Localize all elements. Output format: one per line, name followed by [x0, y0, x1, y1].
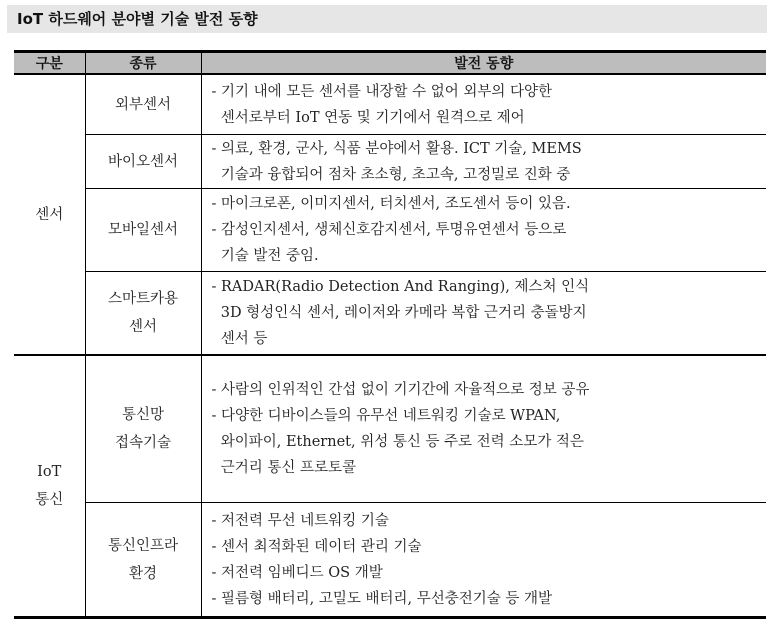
trend-line: - 저전력 무선 네트워킹 기술 — [211, 512, 389, 529]
header-row — [14, 52, 766, 75]
type-line: 접속기술 — [114, 435, 172, 451]
trend-line: - 의료, 환경, 군사, 식품 분야에서 활용. ICT 기술, MEMS — [211, 140, 582, 157]
trend-line: 기술과 융합되어 점차 초소형, 초고속, 고정밀로 진화 중 — [211, 166, 571, 183]
trend-line: - 마이크로폰, 이미지센서, 터치센서, 조도센서 등이 있음. — [211, 196, 571, 212]
type-cell — [85, 272, 201, 356]
header-category: 구분 — [14, 52, 85, 75]
type-line: 환경 — [128, 565, 157, 582]
trend-cell — [201, 189, 766, 272]
category-line: 통신 — [35, 492, 64, 508]
type-cell: 바이오센서 — [85, 135, 201, 189]
trend-cell — [201, 74, 766, 135]
category-iot-comm — [14, 355, 85, 618]
type-cell: 외부센서 — [85, 74, 201, 135]
table-row — [14, 135, 766, 189]
trend-line: 기술 발전 중임. — [211, 248, 319, 264]
trend-line: 와이파이, Ethernet, 위성 통신 등 주로 전력 소모가 적은 — [211, 434, 584, 450]
trend-cell — [201, 135, 766, 189]
table-row — [14, 503, 766, 618]
type-cell — [85, 355, 201, 503]
trend-line: - RADAR(Radio Detection And Ranging), 제스처 인식 — [211, 279, 590, 295]
table-row — [14, 355, 766, 503]
trend-cell — [201, 503, 766, 618]
type-line: 센서 — [128, 319, 157, 335]
category-line: IoT — [37, 464, 62, 480]
trend-cell — [201, 272, 766, 356]
table-row — [14, 74, 766, 135]
trend-line: 센서로부터 IoT 연동 및 기기에서 원격으로 제어 — [211, 109, 525, 126]
trend-line: 센서 등 — [211, 331, 268, 347]
trend-table — [14, 50, 766, 619]
category-sensor: 센서 — [14, 74, 85, 355]
table-row — [14, 189, 766, 272]
header-type: 종류 — [85, 52, 201, 75]
trend-line: - 저전력 임베디드 OS 개발 — [211, 564, 383, 581]
type-line: 통신인프라 — [107, 537, 179, 554]
trend-line: - 필름형 배터리, 고밀도 배터리, 무선충전기술 등 개발 — [211, 590, 553, 607]
table-row — [14, 272, 766, 356]
trend-line: - 감성인지센서, 생체신호감지센서, 투명유연센서 등으로 — [211, 222, 567, 238]
type-line: 통신망 — [121, 407, 165, 423]
type-line: 스마트카용 — [107, 291, 179, 307]
trend-cell — [201, 355, 766, 503]
type-cell — [85, 503, 201, 618]
type-cell: 모바일센서 — [85, 189, 201, 272]
trend-line: 근거리 통신 프로토콜 — [211, 460, 356, 476]
trend-line: - 센서 최적화된 데이터 관리 기술 — [211, 538, 422, 555]
trend-line: 3D 형성인식 센서, 레이저와 카메라 복합 근거리 충돌방지 — [211, 305, 587, 321]
trend-line: - 다양한 디바이스들의 유무선 네트워킹 기술로 WPAN, — [211, 408, 561, 424]
document-title: IoT 하드웨어 분야별 기술 발전 동향 — [7, 5, 767, 33]
trend-line: - 사람의 인위적인 간섭 없이 기기간에 자율적으로 정보 공유 — [211, 382, 590, 398]
header-trend: 발전 동향 — [201, 52, 766, 75]
trend-line: - 기기 내에 모든 센서를 내장할 수 없어 외부의 다양한 — [211, 83, 553, 100]
